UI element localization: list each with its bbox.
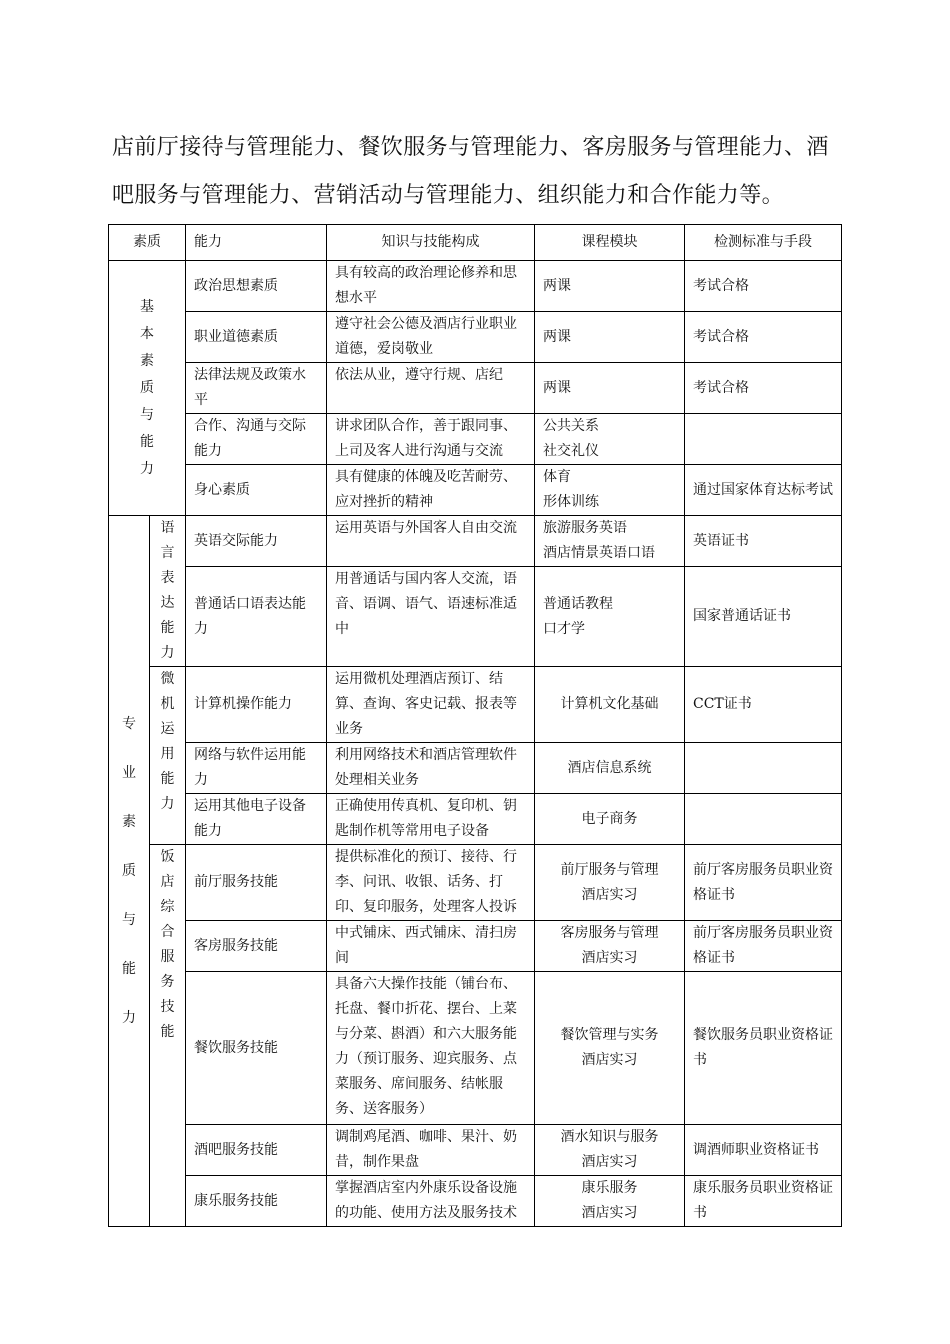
knowledge-cell: 正确使用传真机、复印机、钥匙制作机等常用电子设备 <box>327 794 535 845</box>
intro-line-1: 店前厅接待与管理能力、餐饮服务与管理能力、客房服务与管理能力、酒 <box>112 135 829 160</box>
ability-cell: 康乐服务技能 <box>186 1176 327 1227</box>
standard-cell: 国家普通话证书 <box>685 567 842 667</box>
intro-paragraph <box>112 124 852 220</box>
category-basic-quality: 基 本 素 质 与 能 力 <box>109 261 186 516</box>
ability-cell: 客房服务技能 <box>186 921 327 972</box>
course-cell: 电子商务 <box>535 794 685 845</box>
ability-cell: 法律法规及政策水平 <box>186 363 327 414</box>
knowledge-cell: 用普通话与国内客人交流，语音、语调、语气、语速标准适中 <box>327 567 535 667</box>
course-cell: 两课 <box>535 261 685 312</box>
standard-cell: 前厅客房服务员职业资格证书 <box>685 921 842 972</box>
table-row <box>109 312 842 363</box>
ability-cell: 英语交际能力 <box>186 516 327 567</box>
ability-cell: 网络与软件运用能力 <box>186 743 327 794</box>
standard-cell <box>685 794 842 845</box>
subcategory-cell: 饭 店 综 合 服 务 技 能 <box>150 845 186 1227</box>
knowledge-cell: 具有较高的政治理论修养和思想水平 <box>327 261 535 312</box>
ability-cell: 运用其他电子设备能力 <box>186 794 327 845</box>
knowledge-cell: 掌握酒店室内外康乐设备设施的功能、使用方法及服务技术 <box>327 1176 535 1227</box>
ability-cell: 酒吧服务技能 <box>186 1125 327 1176</box>
standard-cell: 考试合格 <box>685 312 842 363</box>
header-ability: 能力 <box>186 225 327 261</box>
knowledge-cell: 具有健康的体魄及吃苦耐劳、应对挫折的精神 <box>327 465 535 516</box>
table-row <box>109 1176 842 1227</box>
standard-cell <box>685 414 842 465</box>
standard-cell: 康乐服务员职业资格证书 <box>685 1176 842 1227</box>
course-cell: 旅游服务英语 酒店情景英语口语 <box>535 516 685 567</box>
ability-cell: 普通话口语表达能力 <box>186 567 327 667</box>
competency-table <box>108 224 842 1227</box>
course-cell: 酒水知识与服务 酒店实习 <box>535 1125 685 1176</box>
course-cell: 康乐服务 酒店实习 <box>535 1176 685 1227</box>
subcategory-cell: 微 机 运 用 能 力 <box>150 667 186 845</box>
category-professional-quality: 专 业 素 质 与 能 力 <box>109 516 150 1227</box>
ability-cell: 政治思想素质 <box>186 261 327 312</box>
table-row <box>109 667 842 743</box>
ability-cell: 职业道德素质 <box>186 312 327 363</box>
table-row <box>109 1125 842 1176</box>
table-header-row <box>109 225 842 261</box>
intro-line-2: 吧服务与管理能力、营销活动与管理能力、组织能力和合作能力等。 <box>112 183 785 208</box>
table-row <box>109 794 842 845</box>
knowledge-cell: 讲求团队合作，善于跟同事、上司及客人进行沟通与交流 <box>327 414 535 465</box>
ability-cell: 餐饮服务技能 <box>186 972 327 1125</box>
ability-cell: 合作、沟通与交际能力 <box>186 414 327 465</box>
ability-cell: 前厅服务技能 <box>186 845 327 921</box>
header-knowledge: 知识与技能构成 <box>327 225 535 261</box>
knowledge-cell: 具备六大操作技能（铺台布、托盘、餐巾折花、摆台、上菜与分菜、斟酒）和六大服务能力（预订服务、迎宾服务、点菜服务、席间服务、结帐服务、送客服务） <box>327 972 535 1125</box>
course-cell: 前厅服务与管理 酒店实习 <box>535 845 685 921</box>
course-cell: 体育 形体训练 <box>535 465 685 516</box>
table-row <box>109 845 842 921</box>
standard-cell: 前厅客房服务员职业资格证书 <box>685 845 842 921</box>
header-standard: 检测标准与手段 <box>685 225 842 261</box>
standard-cell <box>685 743 842 794</box>
course-cell: 客房服务与管理 酒店实习 <box>535 921 685 972</box>
course-cell: 两课 <box>535 312 685 363</box>
table-row <box>109 921 842 972</box>
course-cell: 两课 <box>535 363 685 414</box>
table-row <box>109 743 842 794</box>
table-row <box>109 363 842 414</box>
table-row <box>109 414 842 465</box>
header-course: 课程模块 <box>535 225 685 261</box>
standard-cell: 考试合格 <box>685 363 842 414</box>
knowledge-cell: 调制鸡尾酒、咖啡、果汁、奶昔，制作果盘 <box>327 1125 535 1176</box>
course-cell: 普通话教程 口才学 <box>535 567 685 667</box>
knowledge-cell: 利用网络技术和酒店管理软件处理相关业务 <box>327 743 535 794</box>
standard-cell: 调酒师职业资格证书 <box>685 1125 842 1176</box>
table-row <box>109 261 842 312</box>
standard-cell: 英语证书 <box>685 516 842 567</box>
standard-cell: CCT证书 <box>685 667 842 743</box>
course-cell: 计算机文化基础 <box>535 667 685 743</box>
standard-cell: 通过国家体育达标考试 <box>685 465 842 516</box>
course-cell: 公共关系 社交礼仪 <box>535 414 685 465</box>
knowledge-cell: 遵守社会公德及酒店行业职业道德，爱岗敬业 <box>327 312 535 363</box>
course-cell: 餐饮管理与实务 酒店实习 <box>535 972 685 1125</box>
header-quality: 素质 <box>109 225 186 261</box>
knowledge-cell: 运用英语与外国客人自由交流 <box>327 516 535 567</box>
table-row <box>109 972 842 1125</box>
knowledge-cell: 运用微机处理酒店预订、结算、查询、客史记载、报表等业务 <box>327 667 535 743</box>
table-row <box>109 465 842 516</box>
standard-cell: 餐饮服务员职业资格证书 <box>685 972 842 1125</box>
subcategory-cell: 语 言 表 达 能 力 <box>150 516 186 667</box>
knowledge-cell: 提供标准化的预订、接待、行李、问讯、收银、话务、打印、复印服务，处理客人投诉 <box>327 845 535 921</box>
table-row <box>109 516 842 567</box>
ability-cell: 身心素质 <box>186 465 327 516</box>
table-row <box>109 567 842 667</box>
course-cell: 酒店信息系统 <box>535 743 685 794</box>
knowledge-cell: 中式铺床、西式铺床、清扫房间 <box>327 921 535 972</box>
knowledge-cell: 依法从业，遵守行规、店纪 <box>327 363 535 414</box>
standard-cell: 考试合格 <box>685 261 842 312</box>
ability-cell: 计算机操作能力 <box>186 667 327 743</box>
